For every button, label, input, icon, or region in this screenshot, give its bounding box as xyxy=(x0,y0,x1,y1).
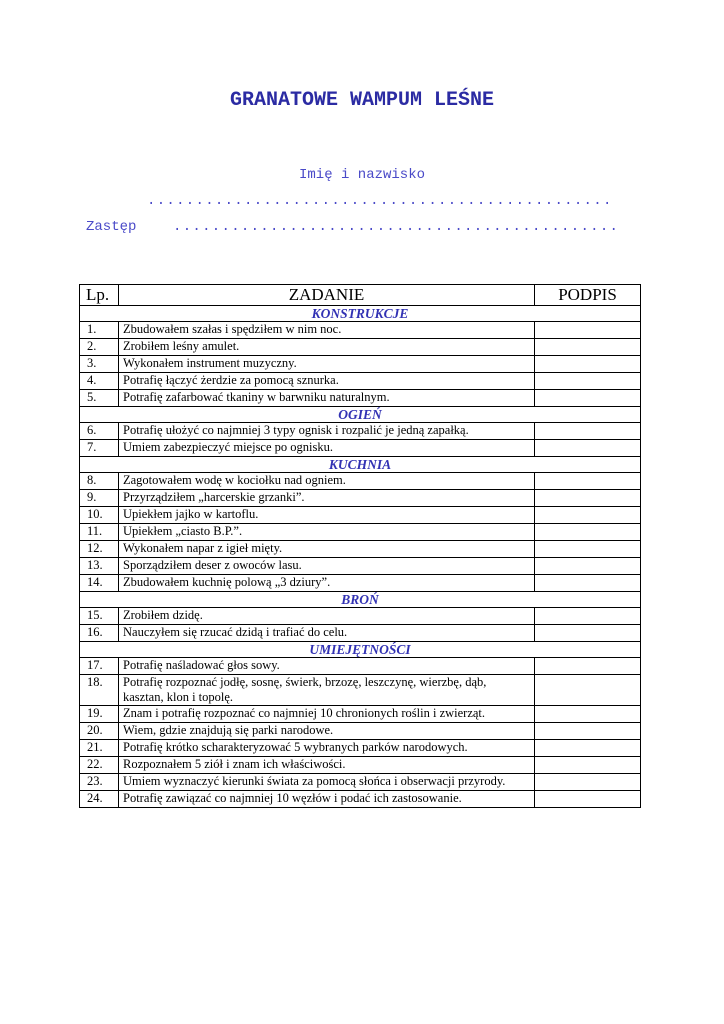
table-row xyxy=(80,373,641,390)
signature-cell[interactable] xyxy=(535,575,641,592)
signature-cell[interactable] xyxy=(535,507,641,524)
signature-cell[interactable] xyxy=(535,740,641,757)
table-row xyxy=(80,675,641,706)
task-number: 2. xyxy=(80,339,119,356)
task-text: Zrobiłem dzidę. xyxy=(119,608,535,625)
task-text: Przyrządziłem „harcerskie grzanki”. xyxy=(119,490,535,507)
table-row xyxy=(80,740,641,757)
task-text: Potrafię zafarbować tkaniny w barwniku naturalnym. xyxy=(119,390,535,407)
task-number: 5. xyxy=(80,390,119,407)
task-number: 4. xyxy=(80,373,119,390)
table-row xyxy=(80,558,641,575)
signature-cell[interactable] xyxy=(535,558,641,575)
table-row xyxy=(80,658,641,675)
section-row xyxy=(80,457,641,473)
header-task: ZADANIE xyxy=(119,285,535,306)
task-number: 1. xyxy=(80,322,119,339)
table-row xyxy=(80,791,641,808)
table-row xyxy=(80,322,641,339)
task-number: 6. xyxy=(80,423,119,440)
task-text: Potrafię ułożyć co najmniej 3 typy ognisk i rozpalić je jedną zapałką. xyxy=(119,423,535,440)
team-field: .............................................. xyxy=(173,219,620,235)
signature-cell[interactable] xyxy=(535,706,641,723)
signature-cell[interactable] xyxy=(535,658,641,675)
task-number: 13. xyxy=(80,558,119,575)
table-header-row xyxy=(80,285,641,306)
section-row xyxy=(80,407,641,423)
signature-cell[interactable] xyxy=(535,356,641,373)
header-signature: PODPIS xyxy=(535,285,641,306)
table-row xyxy=(80,706,641,723)
signature-cell[interactable] xyxy=(535,322,641,339)
task-number: 3. xyxy=(80,356,119,373)
task-text: Umiem zabezpieczyć miejsce po ognisku. xyxy=(119,440,535,457)
signature-cell[interactable] xyxy=(535,440,641,457)
table-row xyxy=(80,490,641,507)
task-text: Wykonałem napar z igieł mięty. xyxy=(119,541,535,558)
task-number: 24. xyxy=(80,791,119,808)
table-row xyxy=(80,423,641,440)
task-text: Upiekłem jajko w kartoflu. xyxy=(119,507,535,524)
table-row xyxy=(80,390,641,407)
task-text: Potrafię łączyć żerdzie za pomocą sznurka. xyxy=(119,373,535,390)
table-row xyxy=(80,575,641,592)
task-text: Potrafię rozpoznać jodłę, sosnę, świerk, brzozę, leszczynę, wierzbę, dąb, kasztan, klon i topolę. xyxy=(119,675,535,706)
task-number: 18. xyxy=(80,675,119,706)
table-row xyxy=(80,440,641,457)
task-text: Potrafię zawiązać co najmniej 10 węzłów i podać ich zastosowanie. xyxy=(119,791,535,808)
task-number: 23. xyxy=(80,774,119,791)
task-text: Potrafię naśladować głos sowy. xyxy=(119,658,535,675)
name-field: ................................................ xyxy=(147,193,613,209)
signature-cell[interactable] xyxy=(535,524,641,541)
section-row xyxy=(80,592,641,608)
table-row xyxy=(80,339,641,356)
task-text: Potrafię krótko scharakteryzować 5 wybranych parków narodowych. xyxy=(119,740,535,757)
header-lp: Lp. xyxy=(80,285,119,306)
signature-cell[interactable] xyxy=(535,625,641,642)
section-title: KUCHNIA xyxy=(80,457,641,473)
task-number: 22. xyxy=(80,757,119,774)
table-row xyxy=(80,524,641,541)
task-number: 20. xyxy=(80,723,119,740)
task-text: Zrobiłem leśny amulet. xyxy=(119,339,535,356)
signature-cell[interactable] xyxy=(535,675,641,706)
task-text: Wiem, gdzie znajdują się parki narodowe. xyxy=(119,723,535,740)
task-text: Rozpoznałem 5 ziół i znam ich właściwości. xyxy=(119,757,535,774)
section-row xyxy=(80,306,641,322)
task-number: 11. xyxy=(80,524,119,541)
task-number: 12. xyxy=(80,541,119,558)
signature-cell[interactable] xyxy=(535,774,641,791)
task-text: Nauczyłem się rzucać dzidą i trafiać do celu. xyxy=(119,625,535,642)
signature-cell[interactable] xyxy=(535,723,641,740)
table-row xyxy=(80,356,641,373)
task-text: Upiekłem „ciasto B.P.”. xyxy=(119,524,535,541)
section-row xyxy=(80,642,641,658)
table-row xyxy=(80,507,641,524)
task-number: 19. xyxy=(80,706,119,723)
team-label: Zastęp xyxy=(86,219,137,235)
task-text: Znam i potrafię rozpoznać co najmniej 10 chronionych roślin i zwierząt. xyxy=(119,706,535,723)
name-label: Imię i nazwisko xyxy=(298,167,426,183)
task-text: Zbudowałem kuchnię polową „3 dziury”. xyxy=(119,575,535,592)
task-number: 9. xyxy=(80,490,119,507)
section-title: UMIEJĘTNOŚCI xyxy=(80,642,641,658)
signature-cell[interactable] xyxy=(535,791,641,808)
table-row xyxy=(80,541,641,558)
signature-cell[interactable] xyxy=(535,390,641,407)
task-text: Sporządziłem deser z owoców lasu. xyxy=(119,558,535,575)
table-row xyxy=(80,625,641,642)
table-row xyxy=(80,608,641,625)
signature-cell[interactable] xyxy=(535,339,641,356)
signature-cell[interactable] xyxy=(535,541,641,558)
table-row xyxy=(80,473,641,490)
table-body xyxy=(80,306,641,808)
task-text: Umiem wyznaczyć kierunki świata za pomocą słońca i obserwacji przyrody. xyxy=(119,774,535,791)
signature-cell[interactable] xyxy=(535,757,641,774)
signature-cell[interactable] xyxy=(535,423,641,440)
task-number: 7. xyxy=(80,440,119,457)
task-text: Zagotowałem wodę w kociołku nad ogniem. xyxy=(119,473,535,490)
signature-cell[interactable] xyxy=(535,490,641,507)
section-title: BROŃ xyxy=(80,592,641,608)
task-number: 16. xyxy=(80,625,119,642)
page-title: GRANATOWE WAMPUM LEŚNE xyxy=(229,89,495,112)
signature-cell[interactable] xyxy=(535,608,641,625)
section-title: KONSTRUKCJE xyxy=(80,306,641,322)
table-row xyxy=(80,723,641,740)
task-text: Zbudowałem szałas i spędziłem w nim noc. xyxy=(119,322,535,339)
signature-cell[interactable] xyxy=(535,473,641,490)
section-title: OGIEŃ xyxy=(80,407,641,423)
task-number: 8. xyxy=(80,473,119,490)
table-row xyxy=(80,774,641,791)
task-table xyxy=(79,284,641,808)
task-number: 17. xyxy=(80,658,119,675)
task-number: 15. xyxy=(80,608,119,625)
task-number: 14. xyxy=(80,575,119,592)
task-number: 21. xyxy=(80,740,119,757)
task-text: Wykonałem instrument muzyczny. xyxy=(119,356,535,373)
task-number: 10. xyxy=(80,507,119,524)
table-row xyxy=(80,757,641,774)
signature-cell[interactable] xyxy=(535,373,641,390)
